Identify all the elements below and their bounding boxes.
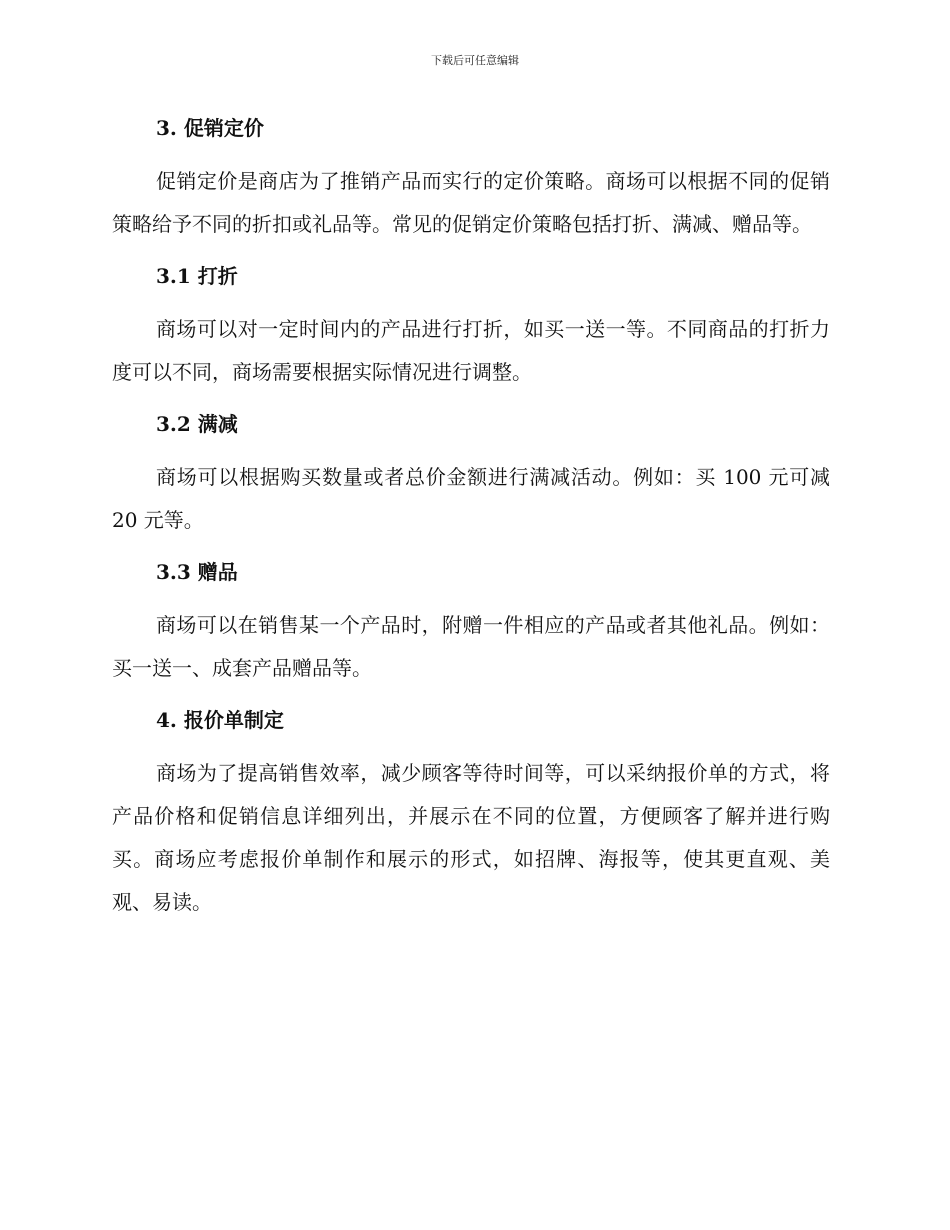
section-heading-quotation: 4. 报价单制定 — [156, 708, 284, 732]
section-paragraph-spend-reduction: 商场可以根据购买数量或者总价金额进行满减活动。例如：买 100 元可减 20 元等。 — [112, 465, 830, 532]
section-paragraph-promotional-pricing: 促销定价是商店为了推销产品而实行的定价策略。商场可以根据不同的促销策略给予不同的折扣或礼品等。常见的促销定价策略包括打折、满减、赠品等。 — [112, 169, 830, 236]
section-heading-promotional-pricing: 3. 促销定价 — [156, 116, 264, 140]
section-heading-spend-reduction: 3.2 满减 — [156, 412, 238, 436]
section-paragraph-gifts: 商场可以在销售某一个产品时，附赠一件相应的产品或者其他礼品。例如：买一送一、成套产品赠品等。 — [112, 613, 830, 680]
section-paragraph-discount: 商场可以对一定时间内的产品进行打折，如买一送一等。不同商品的打折力度可以不同，商场需要根据实际情况进行调整。 — [112, 317, 830, 384]
section-heading-gifts: 3.3 赠品 — [156, 560, 238, 584]
document-body — [112, 108, 830, 924]
section-heading-discount: 3.1 打折 — [156, 264, 238, 288]
page-header: 下载后可任意编辑 — [431, 54, 519, 67]
section-paragraph-quotation: 商场为了提高销售效率，减少顾客等待时间等，可以采纳报价单的方式，将产品价格和促销信息详细列出，并展示在不同的位置，方便顾客了解并进行购买。商场应考虑报价单制作和展示的形式，如招牌、海报等，使其更直观、美观、易读。 — [112, 761, 830, 914]
